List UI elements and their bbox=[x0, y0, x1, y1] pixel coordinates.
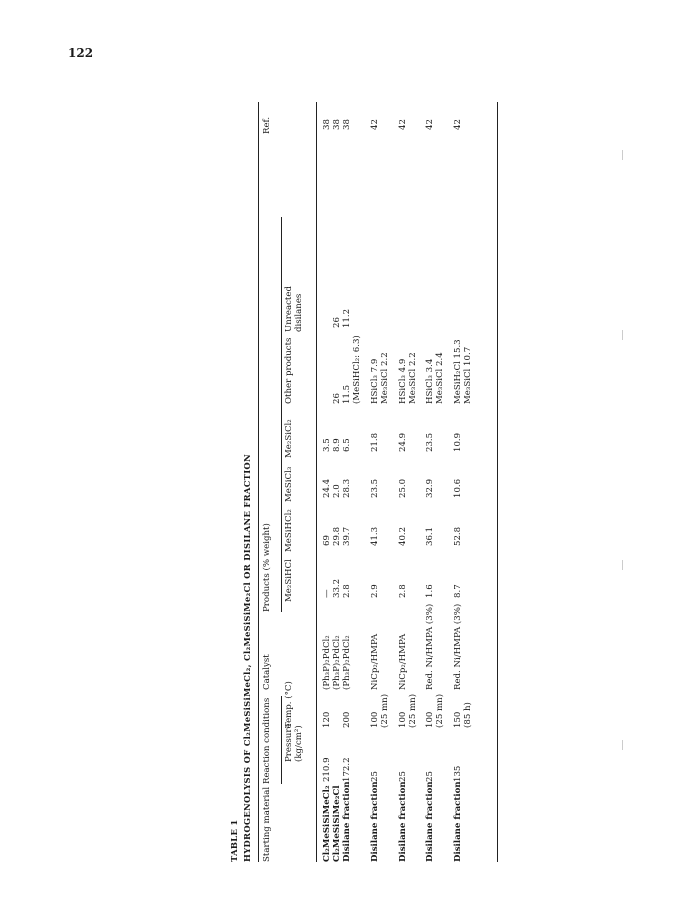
unreacted-line: 11.2 bbox=[341, 308, 352, 328]
header-pressure-unit: (kg/cm²) bbox=[293, 725, 304, 762]
me2sicl2-line: 6.5 bbox=[341, 438, 352, 452]
header-mesihcl2: MeSiHCl₂ bbox=[284, 509, 294, 552]
cell-other bbox=[426, 352, 446, 404]
mesicl3-line: 24.4 bbox=[322, 478, 332, 498]
cell-catalyst bbox=[323, 635, 353, 690]
cell-ref: 42 bbox=[425, 119, 435, 130]
header-other: Other products bbox=[284, 337, 294, 404]
other-line: 11.5 bbox=[341, 384, 352, 404]
cell-me2sicl2: 10.9 bbox=[453, 432, 463, 452]
cell-ref: 42 bbox=[453, 119, 463, 130]
cell-ref: 42 bbox=[370, 119, 380, 130]
cell-temp bbox=[454, 702, 474, 728]
ref-line: 38 bbox=[322, 119, 332, 130]
temp-line: (25 mn) bbox=[407, 693, 418, 728]
bottom-rule bbox=[497, 102, 498, 862]
mesihcl2-line: 39.7 bbox=[341, 526, 352, 546]
header-temp: Temp. (°C) bbox=[284, 681, 294, 728]
cell-other bbox=[371, 352, 391, 404]
scan-mark bbox=[622, 560, 623, 570]
mesihcl2-line: 29.8 bbox=[331, 526, 342, 546]
header-catalyst: Catalyst bbox=[262, 654, 272, 690]
cell-pressure bbox=[323, 757, 353, 782]
catalyst-line: (Ph₃P)₂PdCl₂ bbox=[331, 635, 342, 690]
cell-me2sihcl: 1.6 bbox=[425, 584, 435, 598]
starting-line: Cl₂MeSiSiMeCl₂ bbox=[322, 785, 332, 862]
starting-line: Cl₂MeSiSiMe₂Cl bbox=[331, 785, 342, 862]
temp-line: 100 bbox=[370, 711, 380, 728]
cell-mesicl3 bbox=[323, 479, 353, 498]
cell-pressure: 25 bbox=[370, 771, 380, 782]
header-rule bbox=[316, 102, 317, 862]
scan-mark bbox=[622, 150, 623, 160]
cell-temp bbox=[399, 694, 419, 728]
cell-catalyst: Red. Ni/HMPA (3%) bbox=[453, 603, 463, 690]
unreacted-line: 26 bbox=[331, 317, 342, 328]
cell-me2sicl2: 21.8 bbox=[370, 432, 380, 452]
scan-mark bbox=[622, 740, 623, 750]
cell-other bbox=[399, 352, 419, 404]
temp-line: 100 bbox=[398, 711, 408, 728]
other-line: Me₃SiCl 2.2 bbox=[407, 352, 418, 404]
header-me2sihcl: Me₂SiHCl bbox=[284, 559, 294, 602]
cell-mesihcl2 bbox=[323, 527, 353, 546]
cell-temp bbox=[323, 712, 353, 728]
mesicl3-line: 2.0 bbox=[331, 484, 342, 498]
header-unreacted-line1: Unreacted bbox=[284, 286, 294, 332]
other-line: HSiCl₃ 4.9 bbox=[398, 358, 408, 404]
table-title: HYDROGENOLYSIS OF Cl₂MeSiSiMeCl₂, Cl₂MeSiSiMe₂Cl OR DISILANE FRACTION bbox=[242, 454, 252, 862]
cell-ref: 42 bbox=[398, 119, 408, 130]
cell-me2sihcl: 2.9 bbox=[370, 584, 380, 598]
header-reaction-conditions: Reaction conditions bbox=[262, 697, 272, 784]
top-rule bbox=[258, 102, 259, 862]
other-line: HSiCl₃ 7.9 bbox=[370, 358, 380, 404]
cell-mesicl3: 32.9 bbox=[425, 478, 435, 498]
mesicl3-line: 28.3 bbox=[341, 478, 352, 498]
temp-line: 200 bbox=[341, 711, 352, 728]
cell-catalyst: NiCp₂/HMPA bbox=[398, 633, 408, 690]
cell-starting: Disilane fraction bbox=[398, 781, 408, 862]
cell-starting: Disilane fraction bbox=[453, 781, 463, 862]
cell-ref bbox=[323, 119, 353, 130]
me2sihcl-line: 33.2 bbox=[331, 578, 342, 598]
temp-line: (25 mn) bbox=[434, 693, 445, 728]
rotated-table bbox=[150, 102, 515, 862]
other-line: HSiCl₃ 3.4 bbox=[425, 358, 435, 404]
cell-me2sicl2: 23.5 bbox=[425, 432, 435, 452]
scan-mark bbox=[622, 330, 623, 340]
header-starting-material: Starting material bbox=[262, 786, 272, 862]
other-line: 26 bbox=[331, 393, 342, 404]
cell-starting: Disilane fraction bbox=[370, 781, 380, 862]
header-pressure-label: Pressure bbox=[284, 723, 294, 762]
temp-line: (25 mn) bbox=[379, 693, 390, 728]
cell-catalyst: NiCp₂/HMPA bbox=[370, 633, 380, 690]
cell-other bbox=[323, 335, 363, 404]
cell-starting: Disilane fraction bbox=[425, 781, 435, 862]
other-line: (MeSiHCl₂: 6.3) bbox=[351, 335, 362, 404]
mesihcl2-line: 69 bbox=[322, 535, 332, 546]
cell-other bbox=[454, 339, 474, 404]
header-products: Products (% weight) bbox=[262, 523, 272, 612]
cell-temp bbox=[426, 694, 446, 728]
ref-line: 38 bbox=[341, 119, 352, 130]
header-unreacted-line2: disilanes bbox=[293, 293, 304, 332]
cell-mesicl3: 10.6 bbox=[453, 478, 463, 498]
temp-line: 150 bbox=[453, 711, 463, 728]
products-rule bbox=[281, 217, 282, 612]
cell-me2sicl2 bbox=[323, 438, 353, 452]
catalyst-line: (Ph₃P)₂PdCl₂ bbox=[341, 635, 352, 690]
cell-mesihcl2: 40.2 bbox=[398, 526, 408, 546]
header-unreacted bbox=[285, 286, 305, 332]
cell-mesicl3: 23.5 bbox=[370, 478, 380, 498]
cell-mesihcl2: 41.3 bbox=[370, 526, 380, 546]
cell-me2sihcl: 8.7 bbox=[453, 584, 463, 598]
cell-me2sicl2: 24.9 bbox=[398, 432, 408, 452]
cell-pressure: 135 bbox=[453, 765, 463, 782]
cell-mesihcl2: 52.8 bbox=[453, 526, 463, 546]
other-line: Me₃SiCl 2.2 bbox=[379, 352, 390, 404]
cell-mesihcl2: 36.1 bbox=[425, 526, 435, 546]
me2sihcl-line: 2.8 bbox=[341, 584, 352, 598]
conditions-rule bbox=[281, 696, 282, 784]
starting-line: Disilane fraction bbox=[341, 781, 352, 862]
header-pressure bbox=[285, 723, 305, 762]
page-number: 122 bbox=[68, 46, 94, 60]
cell-catalyst: Red. Ni/HMPA (3%) bbox=[425, 603, 435, 690]
pressure-line: 172.2 bbox=[341, 757, 352, 782]
cell-temp bbox=[371, 694, 391, 728]
temp-line: (85 h) bbox=[462, 702, 473, 728]
cell-me2sihcl: 2.8 bbox=[398, 584, 408, 598]
header-ref: Ref. bbox=[262, 116, 272, 134]
other-line: Me₃SiCl 10.7 bbox=[462, 346, 473, 404]
header-me2sicl2: Me₂SiCl₂ bbox=[284, 419, 294, 458]
catalyst-line: (Ph₃P)₂PdCl₂ bbox=[322, 635, 332, 690]
pressure-line: 210.9 bbox=[322, 757, 332, 782]
cell-starting bbox=[323, 781, 353, 862]
cell-pressure: 25 bbox=[425, 771, 435, 782]
cell-mesicl3: 25.0 bbox=[398, 478, 408, 498]
other-line: MeSiH₂Cl 15.3 bbox=[453, 339, 463, 404]
cell-pressure: 25 bbox=[398, 771, 408, 782]
other-line: Me₃SiCl 2.4 bbox=[434, 352, 445, 404]
table-label: TABLE 1 bbox=[229, 819, 239, 862]
me2sicl2-line: 8.9 bbox=[331, 438, 342, 452]
ref-line: 38 bbox=[331, 119, 342, 130]
me2sihcl-line: — bbox=[322, 589, 332, 598]
cell-unreacted bbox=[323, 309, 353, 328]
temp-line: 120 bbox=[322, 711, 332, 728]
header-mesicl3: MeSiCl₃ bbox=[284, 466, 294, 502]
temp-line: 100 bbox=[425, 711, 435, 728]
me2sicl2-line: 3.5 bbox=[322, 438, 332, 452]
cell-me2sihcl bbox=[323, 579, 353, 598]
